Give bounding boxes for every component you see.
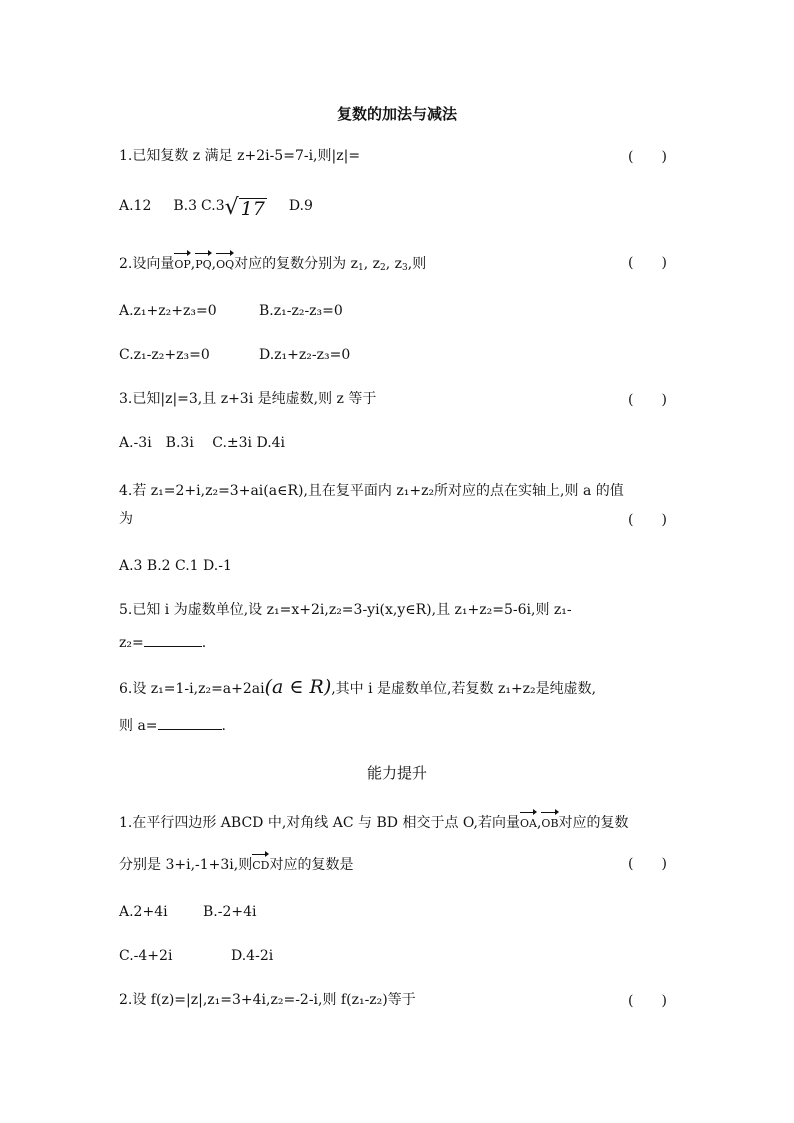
question-2-option-a: A.z₁+z₂+z₃=0 xyxy=(119,303,217,319)
option-d: D.9 xyxy=(288,198,313,214)
vector-op: OP xyxy=(174,252,190,275)
stem-prefix: 2.设向量 xyxy=(119,256,175,272)
question-4-options: A.3 B.2 C.1 D.-1 xyxy=(119,558,232,574)
problem-1-line-2 xyxy=(119,853,353,876)
vector-oq: OQ xyxy=(216,252,234,275)
problem-1-option-a: A.2+4i xyxy=(119,904,168,920)
line-prefix: 则 a= xyxy=(119,718,158,734)
problem-1-option-d: D.4-2i xyxy=(231,948,274,964)
question-3-options: A.-3i B.3i C.±3i D.4i xyxy=(119,435,286,451)
problem-2-stem: 2.设 f(z)=|z|,z₁=3+4i,z₂=-2-i,则 f(z₁-z₂)等于 xyxy=(119,992,416,1008)
radical-sign: √ xyxy=(224,195,239,220)
question-4-line-1: 4.若 z₁=2+i,z₂=3+ai(a∈R),且在复平面内 z₁+z₂所对应的点在实轴上,则 a 的值 xyxy=(119,483,624,499)
answer-paren: ( ) xyxy=(628,255,667,271)
question-3-stem: 3.已知|z|=3,且 z+3i 是纯虚数,则 z 等于 xyxy=(119,391,377,407)
question-2-stem: 2.设向量OP,PQ,OQ对应的复数分别为 $z_1$, $z_2$, $z_3$,则 xyxy=(119,252,426,275)
line-suffix: 对应的复数 xyxy=(558,815,629,831)
line-suffix: . xyxy=(201,635,207,651)
sqrt-expression xyxy=(225,197,267,219)
question-2-option-c: C.z₁-z₂+z₃=0 xyxy=(119,347,210,363)
vector-pq: PQ xyxy=(195,252,211,275)
option-c-prefix: C.3 xyxy=(201,198,225,214)
answer-blank[interactable] xyxy=(144,634,202,647)
math-expression: (a ∈ R) xyxy=(264,676,332,698)
answer-paren: ( ) xyxy=(628,856,667,872)
line-prefix: z₂= xyxy=(119,635,144,651)
vector-ob: OB xyxy=(541,811,558,834)
problem-1-option-c: C.-4+2i xyxy=(119,948,173,964)
page-title: 复数的加法与减法 xyxy=(336,105,457,123)
answer-paren: ( ) xyxy=(628,512,667,528)
problem-1-option-b: B.-2+4i xyxy=(203,904,257,920)
section-heading: 能力提升 xyxy=(366,764,427,782)
question-1-options xyxy=(119,196,313,219)
line-suffix: . xyxy=(221,718,226,734)
question-5-line-1: 5.已知 i 为虚数单位,设 z₁=x+2i,z₂=3-yi(x,y∈R),且 z₁+z₂=5-6i,则 z₁- xyxy=(119,602,572,618)
answer-paren: ( ) xyxy=(628,392,667,408)
question-6-line-2 xyxy=(119,716,226,736)
answer-paren: ( ) xyxy=(628,149,667,165)
stem-tail: ,则 xyxy=(407,256,427,272)
line-prefix: 分别是 3+i,-1+3i,则 xyxy=(119,857,253,873)
radicand: 17 xyxy=(240,198,265,220)
stem-suffix: ,其中 i 是虚数单位,若复数 z₁+z₂是纯虚数, xyxy=(331,681,597,697)
question-2-option-d: D.z₁+z₂-z₃=0 xyxy=(259,347,351,363)
line-suffix: 对应的复数是 xyxy=(269,857,354,873)
vector-cd: CD xyxy=(252,853,269,876)
vector-oa: OA xyxy=(520,811,537,834)
line-prefix: 1.在平行四边形 ABCD 中,对角线 AC 与 BD 相交于点 O,若向量 xyxy=(119,815,520,831)
stem-suffix: 对应的复数分别为 z xyxy=(234,256,358,272)
answer-paren: ( ) xyxy=(628,993,667,1009)
problem-1-line-1: 1.在平行四边形 ABCD 中,对角线 AC 与 BD 相交于点 O,若向量OA,OB对应的复数 xyxy=(119,811,629,834)
question-4-line-2: 为 xyxy=(119,511,133,527)
question-1-stem: 1.已知复数 z 满足 z+2i-5=7-i,则|z|= xyxy=(119,148,361,164)
question-5-line-2 xyxy=(119,633,206,653)
option-a: A.12 xyxy=(119,198,152,214)
question-2-option-b: B.z₁-z₂-z₃=0 xyxy=(259,303,343,319)
answer-blank[interactable] xyxy=(158,717,222,730)
stem-prefix: 6.设 z₁=1-i,z₂=a+2ai xyxy=(119,681,265,697)
question-6-line-1 xyxy=(119,677,596,699)
option-b: B.3 xyxy=(173,198,198,214)
